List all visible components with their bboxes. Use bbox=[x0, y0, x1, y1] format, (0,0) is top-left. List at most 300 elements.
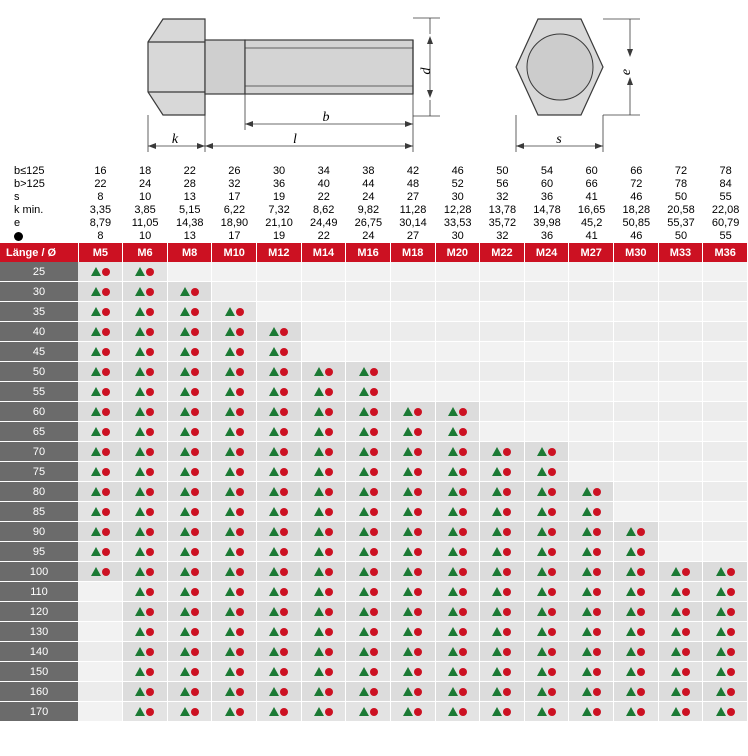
triangle-icon bbox=[180, 567, 190, 576]
availability-marks bbox=[314, 547, 333, 558]
availability-marks bbox=[314, 487, 333, 498]
availability-marks bbox=[180, 627, 199, 638]
circle-icon bbox=[102, 488, 110, 496]
circle-icon bbox=[280, 368, 288, 376]
header-size-m36[interactable]: M36 bbox=[703, 243, 748, 262]
matrix-cell-empty bbox=[614, 282, 659, 302]
matrix-cell-available bbox=[212, 382, 257, 402]
circle-icon bbox=[236, 668, 244, 676]
circle-icon bbox=[325, 648, 333, 656]
spec-value: 42 bbox=[406, 165, 420, 177]
triangle-icon bbox=[180, 287, 190, 296]
triangle-icon bbox=[448, 507, 458, 516]
availability-marks bbox=[626, 647, 645, 658]
matrix-cell-available bbox=[167, 642, 212, 662]
availability-marks bbox=[582, 507, 601, 518]
circle-icon bbox=[459, 448, 467, 456]
availability-marks bbox=[314, 387, 333, 398]
matrix-cell-available bbox=[390, 582, 435, 602]
spec-value: 5,15 bbox=[179, 204, 201, 216]
matrix-cell-available bbox=[212, 482, 257, 502]
circle-icon bbox=[280, 488, 288, 496]
matrix-body bbox=[0, 262, 748, 722]
spec-value: 60,79 bbox=[711, 217, 740, 229]
circle-icon bbox=[236, 468, 244, 476]
availability-marks bbox=[582, 627, 601, 638]
availability-marks bbox=[180, 547, 199, 558]
availability-marks bbox=[537, 527, 556, 538]
triangle-icon bbox=[448, 647, 458, 656]
availability-marks bbox=[269, 367, 288, 378]
header-size-m5[interactable]: M5 bbox=[78, 243, 123, 262]
matrix-cell-available bbox=[167, 362, 212, 382]
matrix-cell-available bbox=[435, 602, 480, 622]
triangle-icon bbox=[91, 407, 101, 416]
circle-icon bbox=[370, 708, 378, 716]
spec-value: 18,28 bbox=[622, 204, 651, 216]
circle-icon bbox=[236, 448, 244, 456]
availability-marks bbox=[403, 447, 422, 458]
circle-icon bbox=[236, 348, 244, 356]
triangle-icon bbox=[448, 487, 458, 496]
length-label: 150 bbox=[0, 662, 78, 682]
triangle-icon bbox=[359, 547, 369, 556]
matrix-cell-available bbox=[480, 502, 525, 522]
length-label: 35 bbox=[0, 302, 78, 322]
matrix-cell-available bbox=[257, 702, 302, 722]
circle-icon bbox=[727, 668, 735, 676]
matrix-row bbox=[0, 602, 748, 622]
matrix-cell-available bbox=[703, 662, 748, 682]
triangle-icon bbox=[135, 567, 145, 576]
availability-marks bbox=[359, 707, 378, 718]
spec-value: 26,75 bbox=[354, 217, 383, 229]
availability-marks bbox=[135, 627, 154, 638]
matrix-cell-available bbox=[301, 462, 346, 482]
matrix-cell-available bbox=[435, 402, 480, 422]
triangle-icon bbox=[225, 607, 235, 616]
circle-icon bbox=[459, 688, 467, 696]
availability-marks bbox=[403, 587, 422, 598]
triangle-icon bbox=[180, 387, 190, 396]
matrix-cell-available bbox=[167, 462, 212, 482]
matrix-cell-available bbox=[301, 382, 346, 402]
matrix-cell-available bbox=[257, 522, 302, 542]
triangle-icon bbox=[314, 527, 324, 536]
availability-marks bbox=[269, 587, 288, 598]
circle-icon bbox=[414, 528, 422, 536]
matrix-cell-available bbox=[390, 622, 435, 642]
triangle-icon bbox=[537, 627, 547, 636]
circle-icon bbox=[236, 648, 244, 656]
triangle-icon bbox=[671, 667, 681, 676]
matrix-cell-available bbox=[614, 582, 659, 602]
matrix-cell-available bbox=[346, 442, 391, 462]
availability-marks bbox=[314, 587, 333, 598]
header-size-m24[interactable]: M24 bbox=[524, 243, 569, 262]
matrix-cell-available bbox=[301, 622, 346, 642]
availability-marks bbox=[180, 467, 199, 478]
matrix-cell-available bbox=[167, 502, 212, 522]
availability-marks bbox=[180, 707, 199, 718]
spec-value: 30 bbox=[451, 191, 464, 203]
availability-marks bbox=[359, 587, 378, 598]
triangle-icon bbox=[492, 667, 502, 676]
circle-icon bbox=[593, 648, 601, 656]
circle-icon bbox=[593, 528, 601, 536]
matrix-row bbox=[0, 522, 748, 542]
header-size-m8[interactable]: M8 bbox=[167, 243, 212, 262]
matrix-cell-empty bbox=[614, 342, 659, 362]
availability-marks bbox=[225, 547, 244, 558]
availability-marks bbox=[448, 687, 467, 698]
availability-marks bbox=[359, 567, 378, 578]
matrix-cell-available bbox=[435, 642, 480, 662]
circle-icon bbox=[191, 668, 199, 676]
availability-marks bbox=[626, 587, 645, 598]
header-size-m22[interactable]: M22 bbox=[480, 243, 525, 262]
availability-marks bbox=[492, 447, 511, 458]
circle-icon bbox=[146, 268, 154, 276]
header-size-m33[interactable]: M33 bbox=[658, 243, 703, 262]
availability-marks bbox=[180, 487, 199, 498]
matrix-row bbox=[0, 642, 748, 662]
matrix-cell-available bbox=[212, 582, 257, 602]
matrix-cell-empty bbox=[658, 262, 703, 282]
matrix-cell-empty bbox=[703, 322, 748, 342]
matrix-cell-available bbox=[703, 582, 748, 602]
matrix-cell-available bbox=[257, 542, 302, 562]
availability-marks bbox=[225, 587, 244, 598]
matrix-cell-available bbox=[257, 342, 302, 362]
spec-value: 41 bbox=[585, 191, 598, 203]
matrix-row bbox=[0, 262, 748, 282]
spec-value: 14,38 bbox=[175, 217, 204, 229]
spec-value: 30 bbox=[451, 230, 464, 242]
spec-value: 7,32 bbox=[268, 204, 290, 216]
triangle-icon bbox=[582, 667, 592, 676]
availability-marks bbox=[537, 667, 556, 678]
triangle-icon bbox=[314, 547, 324, 556]
availability-marks bbox=[448, 487, 467, 498]
matrix-cell-available bbox=[658, 582, 703, 602]
availability-marks bbox=[91, 367, 110, 378]
circle-icon bbox=[191, 568, 199, 576]
triangle-icon bbox=[448, 687, 458, 696]
circle-icon bbox=[503, 688, 511, 696]
matrix-row bbox=[0, 422, 748, 442]
availability-marks bbox=[225, 687, 244, 698]
triangle-icon bbox=[269, 507, 279, 516]
triangle-icon bbox=[180, 587, 190, 596]
matrix-cell-available bbox=[390, 682, 435, 702]
availability-marks bbox=[716, 707, 735, 718]
triangle-icon bbox=[403, 487, 413, 496]
availability-marks bbox=[671, 627, 690, 638]
availability-marks bbox=[582, 667, 601, 678]
circle-icon bbox=[503, 588, 511, 596]
header-size-m10[interactable]: M10 bbox=[212, 243, 257, 262]
matrix-cell-available bbox=[78, 322, 123, 342]
matrix-cell-empty bbox=[390, 262, 435, 282]
circle-icon bbox=[146, 448, 154, 456]
matrix-cell-available bbox=[480, 522, 525, 542]
header-size-m18[interactable]: M18 bbox=[390, 243, 435, 262]
triangle-icon bbox=[135, 267, 145, 276]
circle-icon bbox=[503, 708, 511, 716]
triangle-icon bbox=[582, 607, 592, 616]
circle-icon bbox=[236, 528, 244, 536]
circle-icon bbox=[236, 368, 244, 376]
availability-marks bbox=[314, 627, 333, 638]
triangle-icon bbox=[403, 587, 413, 596]
spec-value: 36 bbox=[540, 191, 554, 203]
triangle-icon bbox=[91, 347, 101, 356]
matrix-cell-available bbox=[480, 602, 525, 622]
circle-icon bbox=[280, 548, 288, 556]
circle-icon bbox=[146, 528, 154, 536]
length-label: 85 bbox=[0, 502, 78, 522]
matrix-cell-empty bbox=[703, 282, 748, 302]
circle-icon bbox=[414, 448, 422, 456]
spec-value: 22 bbox=[183, 165, 196, 177]
matrix-cell-available bbox=[167, 422, 212, 442]
availability-marks bbox=[626, 707, 645, 718]
circle-icon bbox=[459, 428, 467, 436]
triangle-icon bbox=[180, 687, 190, 696]
matrix-cell-empty bbox=[703, 422, 748, 442]
matrix-cell-empty bbox=[614, 482, 659, 502]
circle-icon bbox=[593, 608, 601, 616]
spec-value: 21,10 bbox=[265, 217, 293, 229]
circle-icon bbox=[146, 388, 154, 396]
spec-value: 39,98 bbox=[533, 217, 561, 229]
circle-icon bbox=[146, 288, 154, 296]
triangle-icon bbox=[626, 707, 636, 716]
matrix-cell-empty bbox=[614, 462, 659, 482]
matrix-cell-empty bbox=[480, 402, 525, 422]
matrix-cell-available bbox=[123, 402, 168, 422]
triangle-icon bbox=[626, 547, 636, 556]
spec-value: 40 bbox=[317, 178, 330, 190]
triangle-icon bbox=[135, 547, 145, 556]
matrix-cell-available bbox=[123, 662, 168, 682]
triangle-icon bbox=[582, 507, 592, 516]
matrix-cell-available bbox=[257, 462, 302, 482]
matrix-cell-available bbox=[390, 402, 435, 422]
matrix-cell-available bbox=[301, 522, 346, 542]
spec-value: 36 bbox=[272, 178, 286, 190]
matrix-cell-available bbox=[703, 562, 748, 582]
spec-value: 20,58 bbox=[667, 204, 695, 216]
availability-marks bbox=[225, 607, 244, 618]
circle-icon bbox=[637, 648, 645, 656]
availability-marks bbox=[448, 707, 467, 718]
triangle-icon bbox=[492, 547, 502, 556]
circle-icon bbox=[414, 628, 422, 636]
triangle-icon bbox=[135, 687, 145, 696]
matrix-cell-available bbox=[257, 622, 302, 642]
length-label: 80 bbox=[0, 482, 78, 502]
circle-icon bbox=[370, 568, 378, 576]
circle-icon bbox=[459, 588, 467, 596]
matrix-cell-empty bbox=[658, 442, 703, 462]
matrix-cell-available bbox=[123, 482, 168, 502]
spec-value: 28 bbox=[183, 178, 196, 190]
matrix-cell-available bbox=[257, 602, 302, 622]
circle-icon bbox=[146, 468, 154, 476]
triangle-icon bbox=[314, 387, 324, 396]
triangle-icon bbox=[359, 567, 369, 576]
availability-marks bbox=[135, 567, 154, 578]
matrix-cell-empty bbox=[658, 422, 703, 442]
availability-marks bbox=[582, 607, 601, 618]
availability-marks bbox=[180, 427, 199, 438]
triangle-icon bbox=[403, 547, 413, 556]
availability-marks bbox=[180, 367, 199, 378]
circle-icon bbox=[191, 348, 199, 356]
matrix-cell-available bbox=[524, 502, 569, 522]
matrix-cell-empty bbox=[435, 382, 480, 402]
header-size-m12[interactable]: M12 bbox=[257, 243, 302, 262]
circle-icon bbox=[727, 688, 735, 696]
availability-marks bbox=[448, 447, 467, 458]
triangle-icon bbox=[537, 707, 547, 716]
availability-marks bbox=[180, 507, 199, 518]
circle-icon bbox=[637, 708, 645, 716]
matrix-cell-empty bbox=[614, 262, 659, 282]
circle-icon bbox=[191, 308, 199, 316]
triangle-icon bbox=[135, 387, 145, 396]
matrix-cell-available bbox=[301, 362, 346, 382]
availability-marks bbox=[269, 707, 288, 718]
matrix-cell-available bbox=[614, 622, 659, 642]
triangle-icon bbox=[626, 607, 636, 616]
matrix-cell-available bbox=[78, 562, 123, 582]
triangle-icon bbox=[135, 587, 145, 596]
circle-icon bbox=[146, 308, 154, 316]
triangle-icon bbox=[135, 707, 145, 716]
length-label: 90 bbox=[0, 522, 78, 542]
matrix-cell-empty bbox=[658, 522, 703, 542]
circle-icon bbox=[637, 588, 645, 596]
triangle-icon bbox=[180, 367, 190, 376]
spec-value: 38 bbox=[362, 165, 375, 177]
circle-icon bbox=[191, 508, 199, 516]
spec-value: 34 bbox=[317, 165, 330, 177]
spec-value: 18,90 bbox=[220, 217, 249, 229]
triangle-icon bbox=[180, 407, 190, 416]
triangle-icon bbox=[403, 627, 413, 636]
availability-marks bbox=[403, 567, 422, 578]
triangle-icon bbox=[269, 387, 279, 396]
circle-icon bbox=[325, 508, 333, 516]
matrix-cell-available bbox=[435, 522, 480, 542]
spec-value: 32 bbox=[228, 178, 241, 190]
availability-marks bbox=[91, 287, 110, 298]
matrix-cell-empty bbox=[569, 442, 614, 462]
spec-value: 14,78 bbox=[533, 204, 561, 216]
matrix-cell-empty bbox=[658, 402, 703, 422]
matrix-cell-available bbox=[480, 682, 525, 702]
matrix-cell-available bbox=[123, 702, 168, 722]
matrix-row bbox=[0, 582, 748, 602]
header-size-m27[interactable]: M27 bbox=[569, 243, 614, 262]
triangle-icon bbox=[180, 327, 190, 336]
matrix-cell-available bbox=[569, 542, 614, 562]
matrix-cell-available bbox=[257, 382, 302, 402]
spec-value: 72 bbox=[630, 178, 643, 190]
circle-icon bbox=[280, 348, 288, 356]
availability-marks bbox=[314, 427, 333, 438]
header-size-m20[interactable]: M20 bbox=[435, 243, 480, 262]
matrix-cell-available bbox=[435, 462, 480, 482]
triangle-icon bbox=[537, 667, 547, 676]
circle-icon bbox=[191, 648, 199, 656]
availability-marks bbox=[225, 307, 244, 318]
triangle-icon bbox=[448, 407, 458, 416]
header-size-m14[interactable]: M14 bbox=[301, 243, 346, 262]
matrix-row bbox=[0, 322, 748, 342]
triangle-icon bbox=[582, 687, 592, 696]
matrix-row bbox=[0, 282, 748, 302]
spec-value: 46 bbox=[630, 191, 643, 203]
circle-icon bbox=[280, 708, 288, 716]
availability-marks bbox=[626, 567, 645, 578]
triangle-icon bbox=[716, 647, 726, 656]
matrix-cell-available bbox=[658, 642, 703, 662]
length-label: 140 bbox=[0, 642, 78, 662]
circle-icon bbox=[191, 528, 199, 536]
header-size-m30[interactable]: M30 bbox=[614, 243, 659, 262]
header-size-m6[interactable]: M6 bbox=[123, 243, 168, 262]
matrix-cell-available bbox=[390, 542, 435, 562]
matrix-cell-available bbox=[346, 482, 391, 502]
availability-marks bbox=[180, 527, 199, 538]
availability-marks bbox=[403, 667, 422, 678]
matrix-cell-available bbox=[524, 622, 569, 642]
spec-row bbox=[0, 191, 748, 204]
matrix-cell-available bbox=[123, 382, 168, 402]
spec-row bbox=[0, 165, 748, 178]
triangle-icon bbox=[448, 427, 458, 436]
matrix-cell-available bbox=[614, 602, 659, 622]
matrix-cell-empty bbox=[257, 262, 302, 282]
triangle-icon bbox=[91, 527, 101, 536]
matrix-cell-available bbox=[480, 462, 525, 482]
triangle-icon bbox=[448, 567, 458, 576]
matrix-cell-available bbox=[257, 562, 302, 582]
matrix-cell-empty bbox=[212, 262, 257, 282]
spec-value: 24,49 bbox=[309, 217, 338, 229]
circle-icon bbox=[548, 608, 556, 616]
header-size-m16[interactable]: M16 bbox=[346, 243, 391, 262]
availability-marks bbox=[180, 287, 199, 298]
triangle-icon bbox=[91, 467, 101, 476]
availability-marks bbox=[448, 427, 467, 438]
circle-icon bbox=[236, 308, 244, 316]
triangle-icon bbox=[269, 607, 279, 616]
label-b: b bbox=[322, 110, 330, 125]
triangle-icon bbox=[135, 367, 145, 376]
spec-value: 55,37 bbox=[667, 217, 695, 229]
availability-marks bbox=[537, 507, 556, 518]
triangle-icon bbox=[225, 387, 235, 396]
circle-icon bbox=[548, 448, 556, 456]
matrix-cell-available bbox=[78, 462, 123, 482]
availability-marks bbox=[269, 447, 288, 458]
bolt-shank-front bbox=[527, 34, 593, 100]
